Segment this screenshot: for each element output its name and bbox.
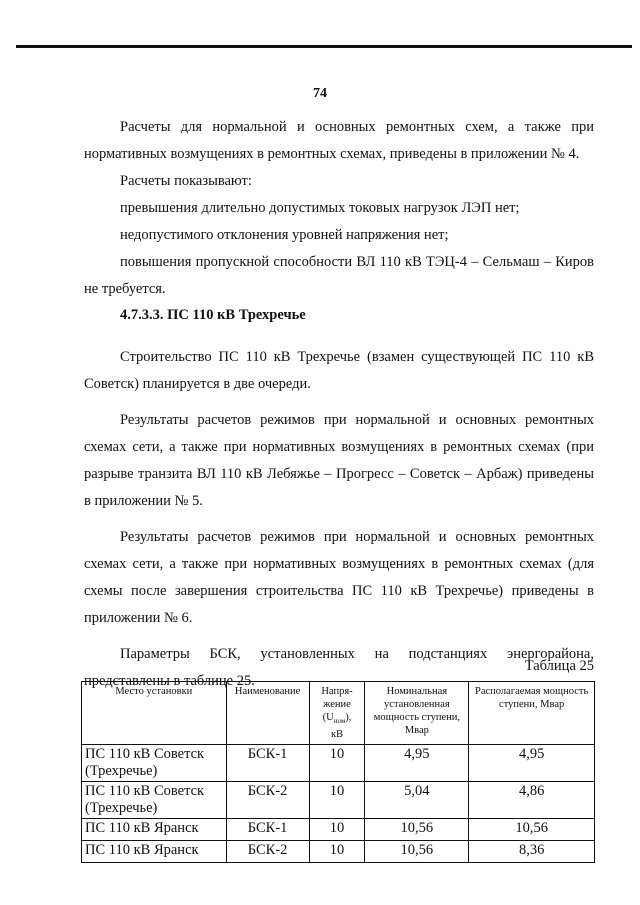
cell-name: БСК-2 [226, 841, 309, 863]
cell-nominal: 10,56 [365, 841, 469, 863]
cell-name: БСК-2 [226, 782, 309, 819]
cell-nominal: 10,56 [365, 819, 469, 841]
header-voltage-subscript: ном [333, 717, 346, 726]
top-rule [16, 45, 632, 48]
cell-available: 10,56 [469, 819, 595, 841]
table-row [82, 782, 595, 819]
page-number: 74 [313, 86, 327, 101]
header-name: Наименование [226, 682, 309, 745]
cell-voltage: 10 [309, 782, 365, 819]
header-voltage-line2: жение [323, 699, 351, 710]
paragraph: Параметры БСК, установленных на подстанциях энергорайона, представлены в таблице 25. [84, 646, 594, 689]
table-row [82, 819, 595, 841]
cell-name: БСК-1 [226, 819, 309, 841]
cell-location: ПС 110 кВ Яранск [82, 819, 227, 841]
text-block-bottom [84, 344, 594, 695]
cell-available: 4,86 [469, 782, 595, 819]
cell-voltage: 10 [309, 745, 365, 782]
header-nominal-power: Номинальная установленная мощность ступени, Мвар [365, 682, 469, 745]
paragraph: Расчеты для нормальной и основных ремонтных схем, а также при нормативных возмущениях в ремонтных схемах, приведены в приложении № 4. [84, 119, 594, 162]
header-voltage-line1: Напря- [321, 686, 353, 697]
paragraph: превышения длительно допустимых токовых нагрузок ЛЭП нет; [120, 200, 520, 216]
header-available-power: Располагаемая мощность ступени, Мвар [469, 682, 595, 745]
cell-location: ПС 110 кВ Советск (Трехречье) [82, 745, 227, 782]
cell-available: 4,95 [469, 745, 595, 782]
cell-location: ПС 110 кВ Яранск [82, 841, 227, 863]
cell-available: 8,36 [469, 841, 595, 863]
paragraph: повышения пропускной способности ВЛ 110 кВ ТЭЦ-4 – Сельмаш – Киров не требуется. [84, 254, 594, 297]
header-voltage-line4: кВ [330, 729, 344, 741]
cell-nominal: 4,95 [365, 745, 469, 782]
header-voltage-line3-prefix: (U [322, 712, 334, 723]
table-row [82, 745, 595, 782]
cell-location: ПС 110 кВ Советск (Трехречье) [82, 782, 227, 819]
cell-nominal: 5,04 [365, 782, 469, 819]
paragraph: Результаты расчетов режимов при нормальной и основных ремонтных схемах сети, а также при нормативных возмущениях в ремонтных схемах (при разрыве транзита ВЛ 110 кВ Лебяжье – Прогресс – Советск – Арбаж) приведены в приложении № 5. [84, 412, 594, 509]
section-heading: 4.7.3.3. ПС 110 кВ Трехречье [120, 307, 306, 323]
cell-voltage: 10 [309, 841, 365, 863]
text-block-top [84, 114, 594, 303]
table-row [82, 841, 595, 863]
table-header-row [82, 682, 595, 745]
bsk-parameters-table [81, 681, 595, 863]
paragraph: Расчеты показывают: [120, 173, 252, 189]
header-voltage [309, 682, 365, 745]
header-voltage-line3-suffix: ), [345, 712, 352, 723]
paragraph: Строительство ПС 110 кВ Трехречье (взамен существующей ПС 110 кВ Советск) планируется в две очереди. [84, 349, 594, 392]
cell-voltage: 10 [309, 819, 365, 841]
header-location: Место установки [82, 682, 227, 745]
paragraph: Результаты расчетов режимов при нормальной и основных ремонтных схемах сети, а также при нормативных возмущениях в ремонтных схемах (для схемы после завершения строительства ПС 110 кВ Трехречье) приведены в приложении № 6. [84, 529, 594, 626]
paragraph: недопустимого отклонения уровней напряжения нет; [120, 227, 449, 243]
cell-name: БСК-1 [226, 745, 309, 782]
table-caption: Таблица 25 [524, 658, 594, 674]
